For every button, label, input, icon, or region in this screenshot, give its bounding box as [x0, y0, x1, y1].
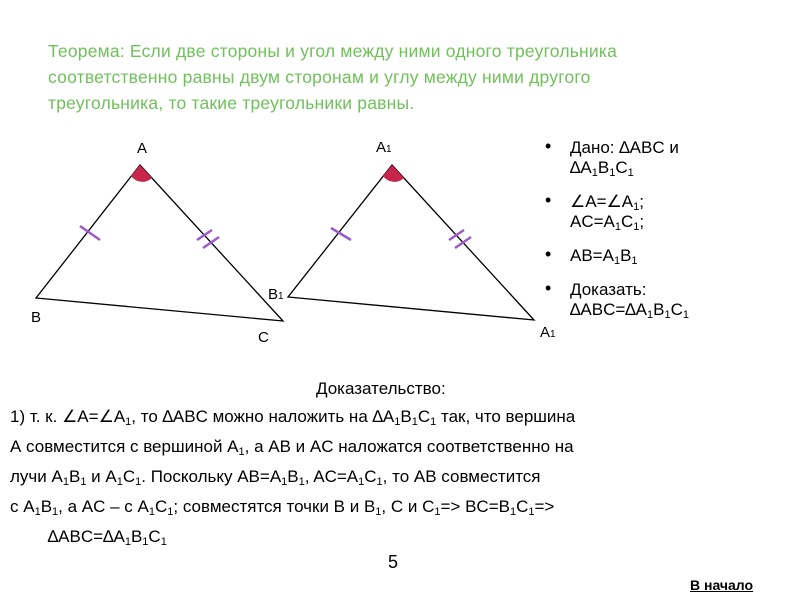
given-item-1: • Дано: ∆ABC и $\Delta A_1B_1C_1$ [545, 138, 785, 178]
tick-a1c1-2 [455, 237, 471, 248]
tick-a1c1-1 [449, 230, 464, 240]
theorem-line-3: треугольника, то такие треугольники равны. [48, 93, 415, 113]
label-c: C [258, 329, 269, 346]
tick-ac-2 [203, 237, 219, 248]
angle-a-marker [131, 165, 152, 182]
label-a1: A1 [376, 139, 392, 156]
label-c1: A1 [540, 324, 556, 341]
proof-title: Доказательство: [316, 379, 446, 398]
proof-line-2: А совместится с вершиной $A_1$, а AB и AC наложатся соответственно на [10, 437, 574, 458]
proof-line-5: $\Delta ABC=\Delta A_1B_1C_1$ [10, 527, 167, 548]
tick-ac-1 [197, 230, 212, 240]
page-number: 5 [388, 552, 399, 572]
triangle-abc [31, 140, 283, 346]
proof-line-4: с $A_1B_1$, а AC – с $A_1C_1$; совместятся точки B и $B_1$, C и $C_1=> BC=B_1C_1=>$ [10, 497, 555, 518]
theorem-line-2: соответственно равны двум сторонам и углу между ними другого [48, 67, 591, 87]
prove-item: • Доказать: $\Delta ABC=\Delta A_1B_1C_1$ [545, 280, 785, 320]
label-a: A [137, 140, 148, 157]
triangle-a1b1c1 [268, 139, 556, 341]
proof-line-1: 1) т. к. $\angle A=\angle A_1$, то ∆ABC можно наложить на $\Delta A_1B_1C_1$ так, что вершина [10, 407, 576, 428]
proof-line-3: лучи $A_1B_1$ и $A_1C_1$. Поскольку $AB=A_1B_1$, $AC=A_1C_1$, то AB совместится [10, 467, 541, 488]
proof-text [10, 402, 770, 552]
angle-a1-marker [383, 165, 404, 182]
given-item-3: • $AB=A_1B_1$ [545, 246, 785, 266]
home-link[interactable]: В начало [690, 577, 754, 593]
label-b1: B1 [268, 286, 284, 303]
theorem-line-1: Теорема: Если две стороны и угол между ними одного треугольника [48, 41, 618, 61]
label-b: B [31, 309, 42, 326]
given-item-2: • $\angle A=\angle A_1$; $AC=A_1C_1$; [545, 192, 785, 232]
given-list [545, 138, 785, 334]
